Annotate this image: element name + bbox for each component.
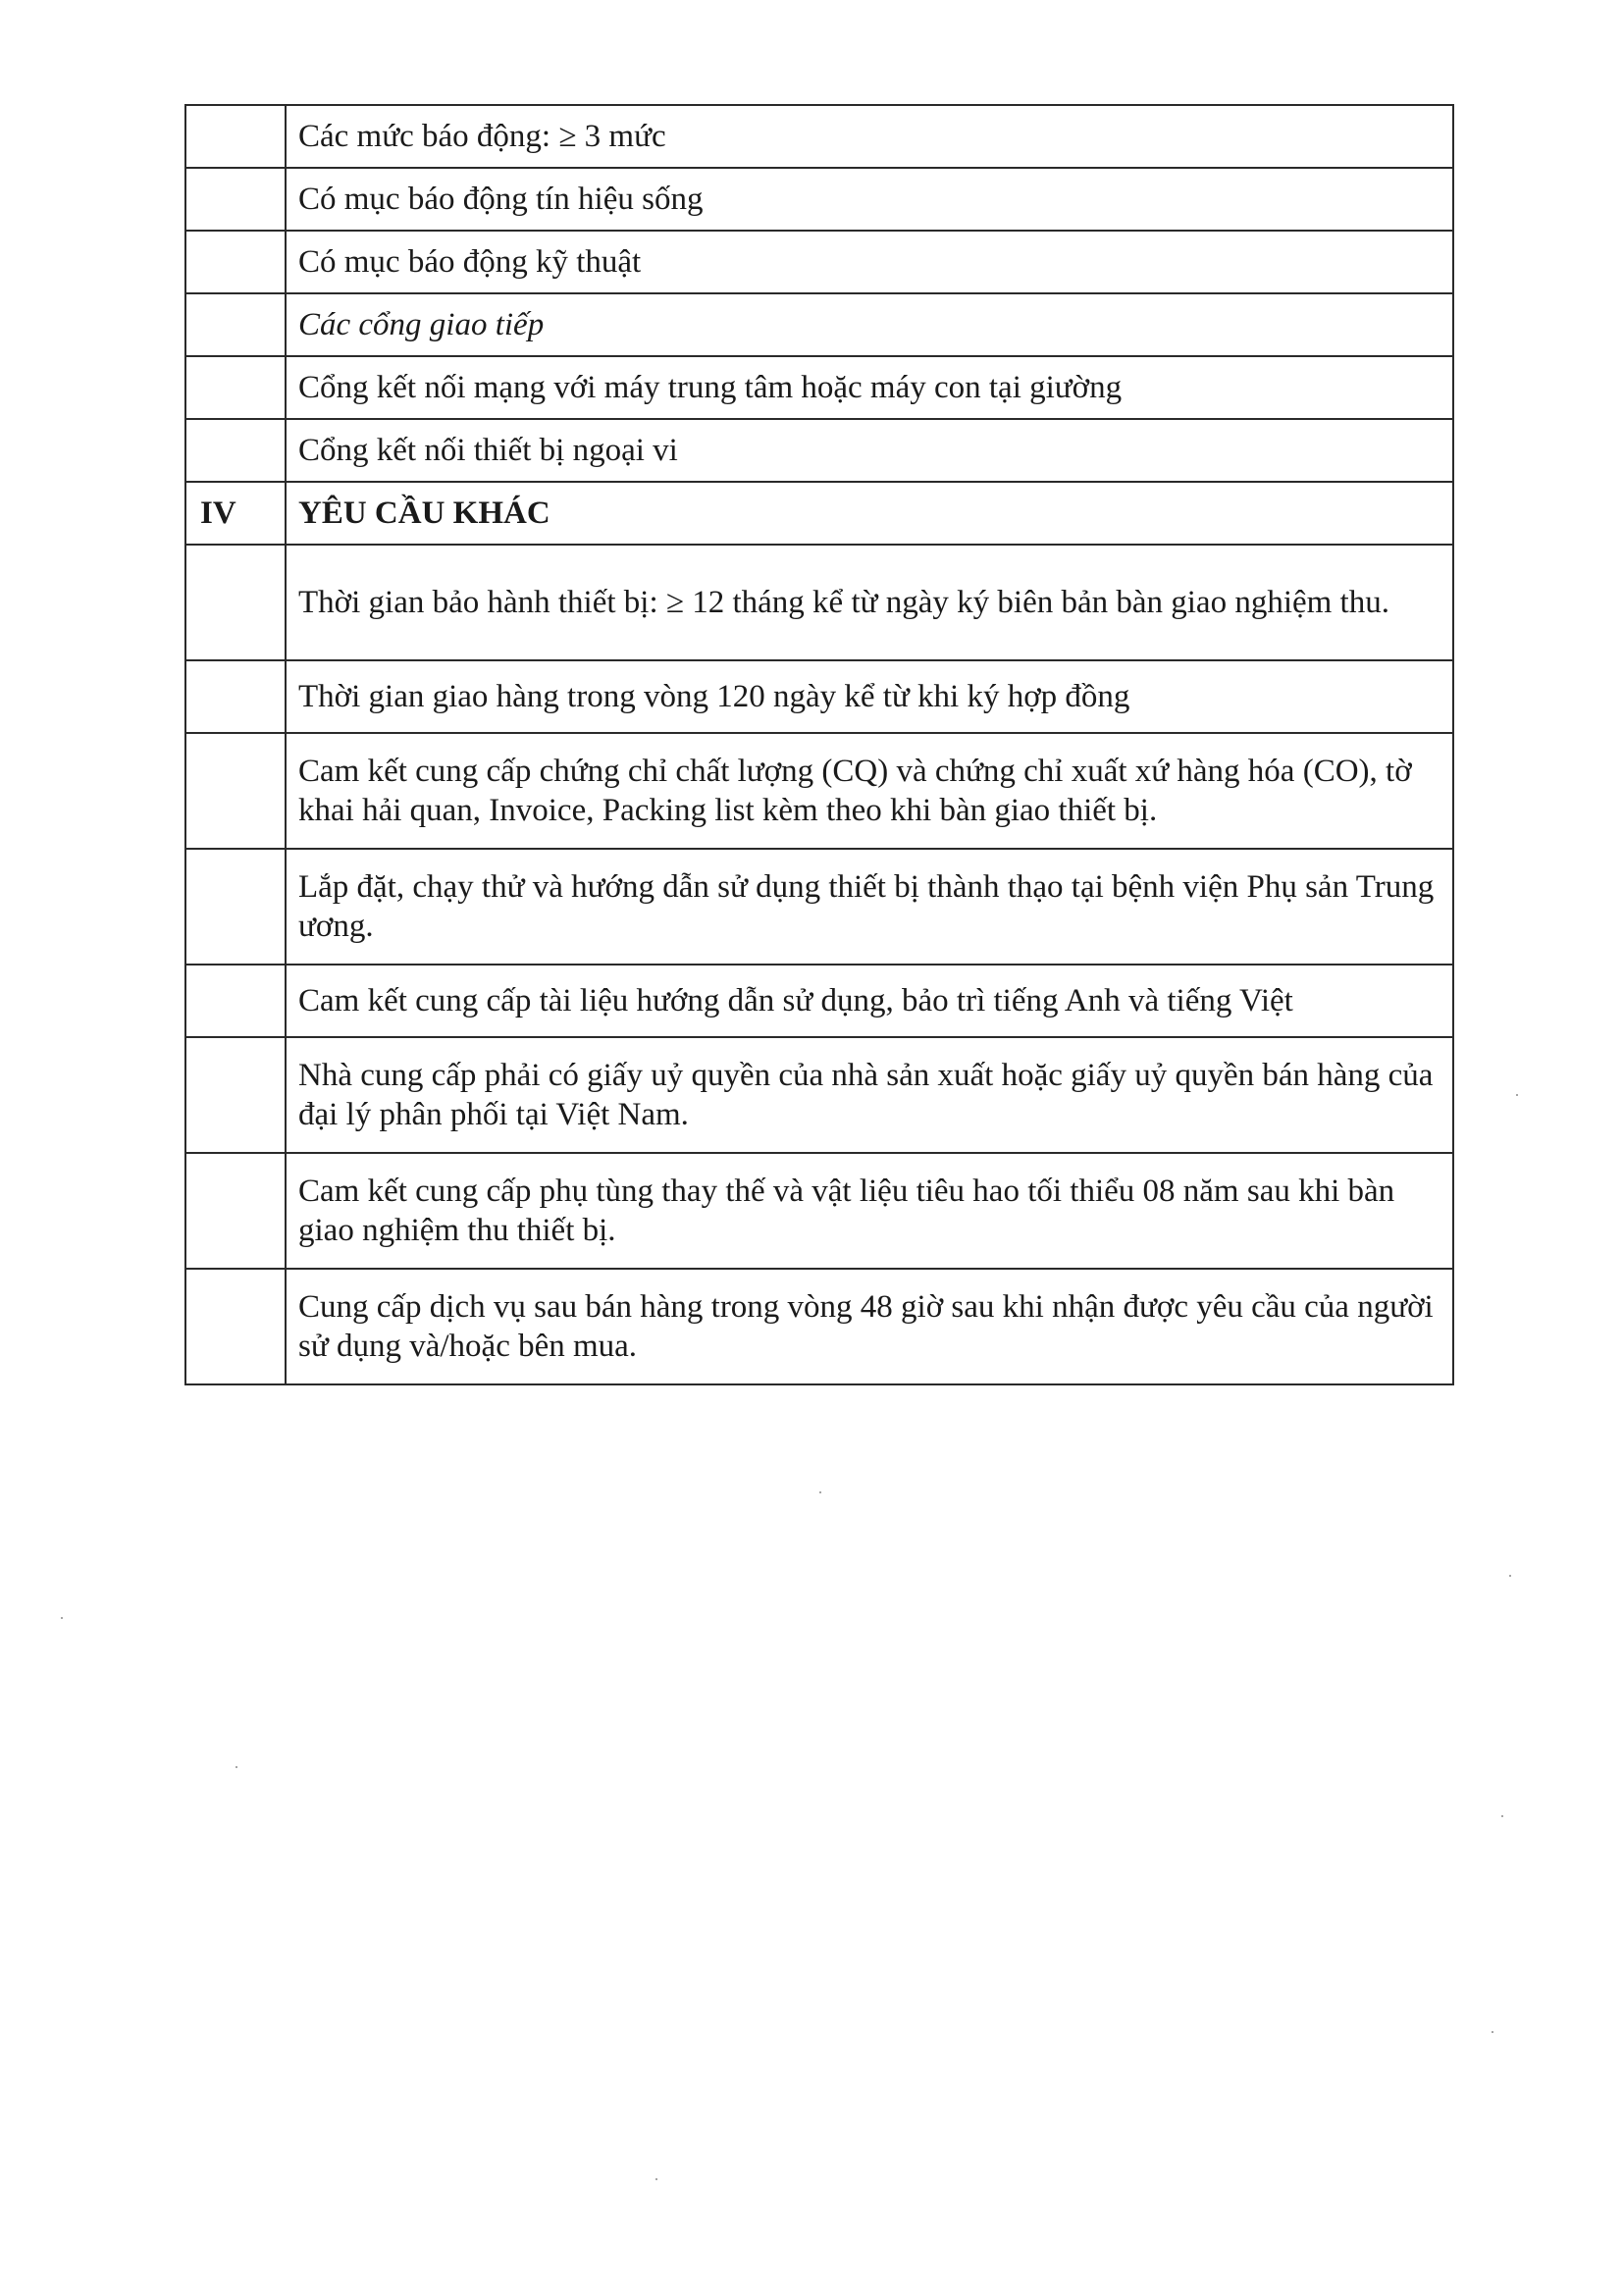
row-number xyxy=(185,1037,286,1153)
row-text: Lắp đặt, chạy thử và hướng dẫn sử dụng thiết bị thành thạo tại bệnh viện Phụ sản Trung ương. xyxy=(286,849,1453,965)
requirements-table xyxy=(184,104,1454,1385)
row-text: Cam kết cung cấp phụ tùng thay thế và vật liệu tiêu hao tối thiểu 08 năm sau khi bàn giao nghiệm thu thiết bị. xyxy=(286,1153,1453,1269)
table-row xyxy=(185,660,1453,733)
row-text: Cam kết cung cấp chứng chỉ chất lượng (CQ) và chứng chỉ xuất xứ hàng hóa (CO), tờ khai hải quan, Invoice, Packing list kèm theo khi bàn giao thiết bị. xyxy=(286,733,1453,849)
table-row xyxy=(185,168,1453,231)
scan-speck xyxy=(236,1766,237,1768)
scan-speck xyxy=(1501,1815,1503,1817)
row-number xyxy=(185,1269,286,1384)
row-number xyxy=(185,660,286,733)
row-number xyxy=(185,733,286,849)
section-title: YÊU CẦU KHÁC xyxy=(286,482,1453,545)
table-row xyxy=(185,356,1453,419)
row-number xyxy=(185,105,286,168)
table-row xyxy=(185,1269,1453,1384)
table-row xyxy=(185,231,1453,293)
row-text: Có mục báo động kỹ thuật xyxy=(286,231,1453,293)
row-subheading: Các cổng giao tiếp xyxy=(286,293,1453,356)
row-number xyxy=(185,231,286,293)
scan-speck xyxy=(819,1491,821,1493)
scan-speck xyxy=(1492,2031,1493,2033)
table-row xyxy=(185,965,1453,1037)
table-row xyxy=(185,105,1453,168)
row-text: Các mức báo động: ≥ 3 mức xyxy=(286,105,1453,168)
table-row xyxy=(185,1037,1453,1153)
row-text: Cung cấp dịch vụ sau bán hàng trong vòng 48 giờ sau khi nhận được yêu cầu của người sử dụng và/hoặc bên mua. xyxy=(286,1269,1453,1384)
row-text: Cổng kết nối mạng với máy trung tâm hoặc máy con tại giường xyxy=(286,356,1453,419)
scan-speck xyxy=(655,2178,657,2180)
row-number xyxy=(185,1153,286,1269)
table-row xyxy=(185,419,1453,482)
row-number xyxy=(185,965,286,1037)
row-text: Có mục báo động tín hiệu sống xyxy=(286,168,1453,231)
table-row xyxy=(185,733,1453,849)
row-text: Thời gian giao hàng trong vòng 120 ngày kể từ khi ký hợp đồng xyxy=(286,660,1453,733)
row-number xyxy=(185,293,286,356)
scan-speck xyxy=(61,1617,63,1619)
scan-speck xyxy=(1516,1094,1518,1096)
row-number xyxy=(185,356,286,419)
row-number xyxy=(185,168,286,231)
row-number xyxy=(185,545,286,660)
row-text: Cổng kết nối thiết bị ngoại vi xyxy=(286,419,1453,482)
row-number xyxy=(185,419,286,482)
row-text: Cam kết cung cấp tài liệu hướng dẫn sử dụng, bảo trì tiếng Anh và tiếng Việt xyxy=(286,965,1453,1037)
section-number: IV xyxy=(185,482,286,545)
row-text: Thời gian bảo hành thiết bị: ≥ 12 tháng kể từ ngày ký biên bản bàn giao nghiệm thu. xyxy=(286,545,1453,660)
section-row xyxy=(185,482,1453,545)
table-row xyxy=(185,1153,1453,1269)
table-row xyxy=(185,849,1453,965)
row-number xyxy=(185,849,286,965)
scan-speck xyxy=(1509,1575,1511,1577)
table-row xyxy=(185,545,1453,660)
table-row xyxy=(185,293,1453,356)
row-text: Nhà cung cấp phải có giấy uỷ quyền của nhà sản xuất hoặc giấy uỷ quyền bán hàng của đại lý phân phối tại Việt Nam. xyxy=(286,1037,1453,1153)
